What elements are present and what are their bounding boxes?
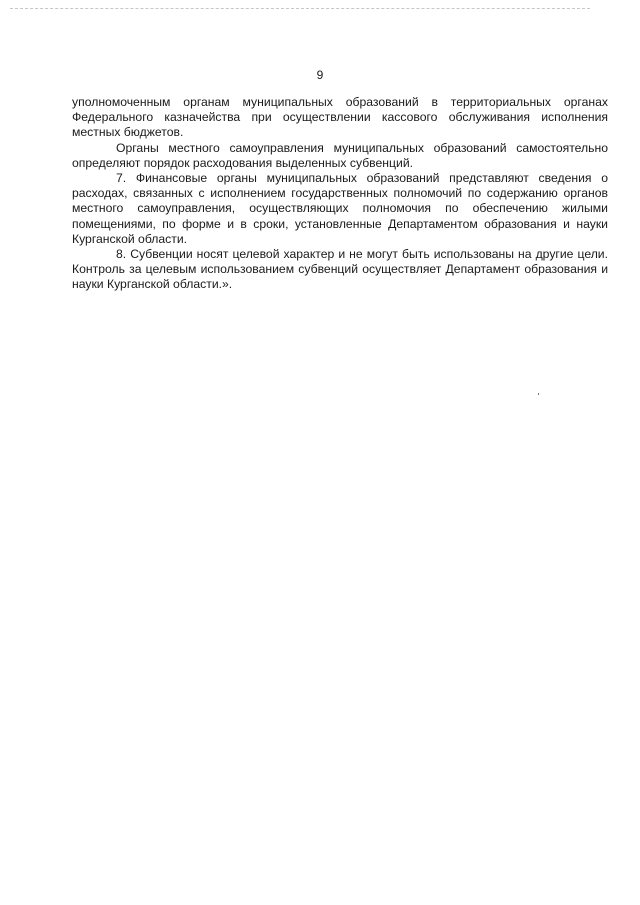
document-body xyxy=(72,95,608,293)
paragraph-continuation: уполномоченным органам муниципальных образований в территориальных органах Федерального казначейства при осуществлении кассового обслуживания исполнения местных бюджетов. xyxy=(72,95,608,140)
page-number: 9 xyxy=(316,68,324,82)
scan-speck xyxy=(538,393,539,395)
paragraph-local-authorities: Органы местного самоуправления муниципальных образований самостоятельно определяют порядок расходования выделенных субвенций. xyxy=(72,140,608,170)
paragraph-item-7: 7. Финансовые органы муниципальных образований представляют сведения о расходах, связанных с исполнением государственных полномочий по содержанию органов местного самоуправления, осуществляющих полномочия по обеспечению жилыми помещениями, по форме и в сроки, установленные Департаментом образования и науки Курганской области. xyxy=(72,171,608,246)
scan-edge-artifact xyxy=(10,8,590,11)
paragraph-item-8: 8. Субвенции носят целевой характер и не могут быть использованы на другие цели. Контроль за целевым использованием субвенций осуществляет Департамент образования и науки Курганской области.». xyxy=(72,247,608,292)
